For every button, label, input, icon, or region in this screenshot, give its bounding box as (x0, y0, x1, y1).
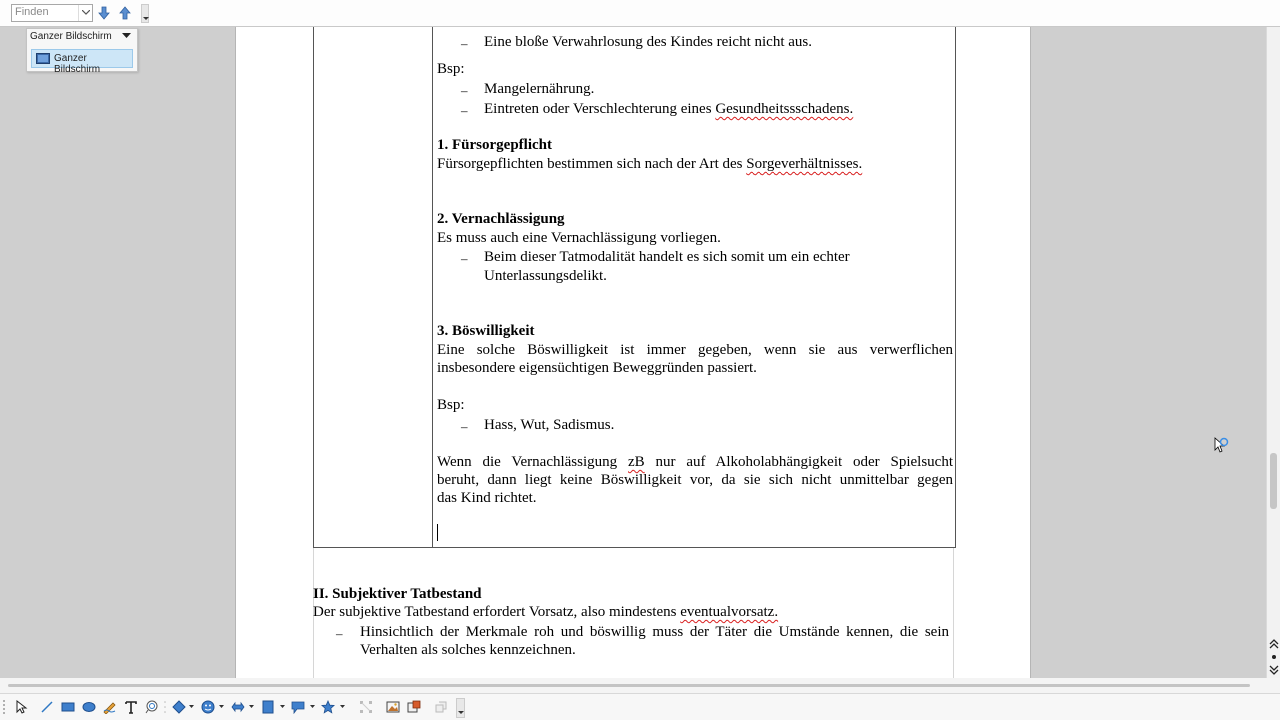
bullet-mangelernaehrung[interactable]: Mangelernährung. (484, 81, 595, 97)
bullet-tatmodalitaet-line1[interactable]: Beim dieser Tatmodalität handelt es sich somit um ein echter (484, 249, 850, 265)
bullet-dash: – (461, 251, 468, 266)
dropdown-header-label: Ganzer Bildschirm (30, 31, 112, 42)
bsp-label[interactable]: Bsp: (437, 397, 465, 413)
image-icon[interactable] (386, 700, 400, 714)
misspelled-word[interactable]: Gesundheitssschadens. (715, 101, 854, 117)
heading-vernachlaessigung[interactable]: 2. Vernachlässigung (437, 211, 565, 227)
search-history-dropdown[interactable] (78, 5, 92, 21)
vertical-scrollbar[interactable] (1266, 27, 1280, 678)
para-wenn-line3[interactable]: das Kind richtet. (437, 490, 537, 506)
text-run: nur auf Alkoholabhängigkeit oder Spielsucht (644, 454, 953, 470)
chevron-down-icon (122, 33, 131, 38)
toolbar-separator-icon (163, 699, 167, 715)
horizontal-scroll-thumb[interactable] (8, 684, 1250, 687)
callout-icon[interactable] (145, 700, 159, 714)
text-run: Eintreten oder Verschlechterung eines (484, 101, 716, 117)
line-icon[interactable] (40, 700, 54, 714)
text-icon[interactable] (124, 700, 138, 714)
toolbar-options-grip[interactable] (456, 698, 465, 718)
bullet-dash: – (461, 36, 468, 51)
freehand-icon[interactable] (103, 700, 117, 714)
symbol-shapes-icon[interactable] (201, 700, 215, 714)
bullet-hass[interactable]: Hass, Wut, Sadismus. (484, 417, 615, 433)
bullet-dash: – (336, 626, 343, 641)
para-subjektiver-tatbestand[interactable] (313, 603, 778, 622)
fontwork-icon[interactable] (407, 700, 421, 714)
bullet-roh-line1[interactable]: Hinsichtlich der Merkmale roh und böswillig muss der Täter die Umstände kennen, die sein (360, 624, 949, 640)
bullet-tatmodalitaet-line2[interactable]: Unterlassungsdelikt. (484, 268, 607, 284)
points-icon[interactable] (359, 700, 373, 714)
fullscreen-menu-item[interactable] (31, 49, 133, 75)
find-next-button[interactable] (96, 5, 112, 21)
monitor-icon (36, 53, 50, 65)
rectangle-icon[interactable] (61, 700, 75, 714)
find-next-down-icon (96, 5, 112, 21)
para-boeswilligkeit-line1[interactable]: Eine solche Böswilligkeit ist immer gegeben, wenn sie aus verwerflichen (437, 342, 953, 358)
find-previous-up-icon (117, 5, 133, 21)
navigator-dot-icon[interactable] (1269, 652, 1279, 662)
previous-page-icon[interactable] (1269, 639, 1279, 649)
text-cursor (437, 524, 438, 541)
select-icon[interactable] (14, 700, 28, 714)
bullet-dash: – (461, 83, 468, 98)
bsp-label[interactable]: Bsp: (437, 61, 465, 77)
bullet-verwahrlosung[interactable]: Eine bloße Verwahrlosung des Kindes reicht nicht aus. (484, 34, 812, 50)
chevron-down-icon (458, 711, 464, 715)
para-boeswilligkeit-line2[interactable]: insbesondere eigensüchtigen Beweggründen passiert. (437, 360, 757, 376)
find-toolbar (0, 0, 1280, 27)
text-run: Fürsorgepflichten bestimmen sich nach der Art des (437, 156, 747, 172)
next-page-icon[interactable] (1269, 665, 1279, 675)
flowchart-icon[interactable] (261, 700, 275, 714)
bullet-dash: – (461, 419, 468, 434)
text-run: Wenn die Vernachlässigung (437, 454, 628, 470)
menu-item-label: Ganzer Bildschirm (54, 53, 101, 75)
document-page[interactable] (235, 27, 1031, 678)
stars-icon[interactable] (321, 700, 335, 714)
extrusion-icon[interactable] (434, 700, 448, 714)
para-wenn-line1[interactable] (437, 453, 953, 472)
fullscreen-dropdown-header[interactable] (27, 29, 137, 45)
bullet-gesundheitsschaden[interactable] (484, 100, 853, 119)
vertical-scroll-thumb[interactable] (1270, 453, 1277, 509)
horizontal-scrollbar[interactable] (0, 678, 1280, 693)
callouts-icon[interactable] (291, 700, 305, 714)
document-workspace[interactable] (0, 27, 1266, 678)
toolbar-grip-icon (2, 699, 6, 715)
para-vernachlaessigung[interactable]: Es muss auch eine Vernachlässigung vorliegen. (437, 230, 721, 246)
chevron-down-icon[interactable] (189, 705, 194, 708)
search-input[interactable]: Finden (11, 4, 93, 22)
fullscreen-dropdown (26, 28, 138, 75)
margin-guide (953, 547, 954, 678)
basic-shapes-icon[interactable] (172, 700, 186, 714)
para-fuersorge[interactable] (437, 155, 862, 174)
content-table (313, 27, 956, 548)
heading-boeswilligkeit[interactable]: 3. Böswilligkeit (437, 323, 535, 339)
chevron-down-icon[interactable] (249, 705, 254, 708)
chevron-down-icon (82, 10, 90, 15)
heading-fuersorgepflicht[interactable]: 1. Fürsorgepflicht (437, 137, 552, 153)
bullet-roh-line2[interactable]: Verhalten als solches kennzeichnen. (360, 642, 576, 658)
misspelled-word[interactable]: Sorgeverhältnisses. (746, 156, 863, 172)
block-arrows-icon[interactable] (231, 700, 245, 714)
chevron-down-icon (143, 17, 149, 21)
table-column-divider (432, 27, 433, 547)
chevron-down-icon[interactable] (219, 705, 224, 708)
heading-subjektiver-tatbestand[interactable]: II. Subjektiver Tatbestand (313, 586, 482, 602)
busy-cursor-icon (1214, 437, 1230, 455)
chevron-down-icon[interactable] (310, 705, 315, 708)
chevron-down-icon[interactable] (280, 705, 285, 708)
bullet-dash: – (461, 103, 468, 118)
para-wenn-line2[interactable]: beruht, dann liegt keine Böswilligkeit vor, da sie sich nicht unmittelbar gegen (437, 472, 953, 488)
chevron-down-icon[interactable] (340, 705, 345, 708)
misspelled-word[interactable]: zB (628, 454, 645, 470)
ellipse-icon[interactable] (82, 700, 96, 714)
toolbar-options-grip[interactable] (141, 4, 149, 23)
text-run: Der subjektive Tatbestand erfordert Vorsatz, also mindestens (313, 604, 681, 620)
misspelled-word[interactable]: eventualvorsatz. (680, 604, 779, 620)
drawing-toolbar (0, 693, 1280, 720)
find-previous-button[interactable] (117, 5, 133, 21)
